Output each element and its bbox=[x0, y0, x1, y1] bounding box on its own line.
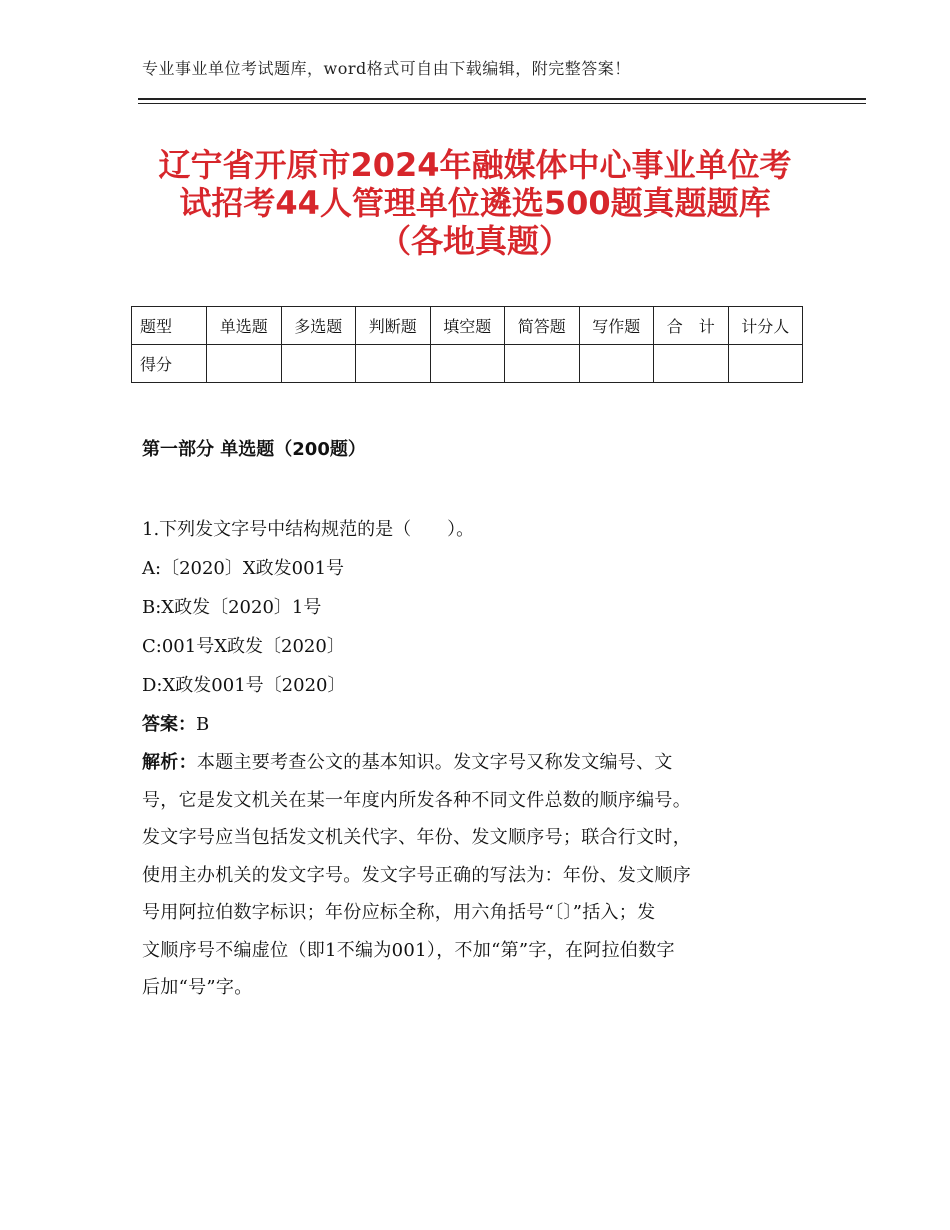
explanation-line: 解析：本题主要考查公文的基本知识。发文字号又称发文编号、文 bbox=[142, 752, 673, 773]
score-header-cell: 单选题 bbox=[207, 307, 282, 345]
score-header-cell: 简答题 bbox=[505, 307, 580, 345]
score-header-cell: 多选题 bbox=[281, 307, 356, 345]
option-b: B:X政发〔2020〕1号 bbox=[142, 597, 322, 618]
explanation-line: 发文字号应当包括发文机关代字、年份、发文顺序号；联合行文时， bbox=[142, 827, 691, 848]
score-header-cell: 填空题 bbox=[430, 307, 505, 345]
option-c: C:001号X政发〔2020〕 bbox=[142, 636, 345, 657]
option-a: A:〔2020〕X政发001号 bbox=[142, 558, 345, 579]
score-header-cell: 计分人 bbox=[728, 307, 803, 345]
explanation bbox=[142, 744, 810, 1007]
score-cell bbox=[579, 345, 654, 383]
score-cell bbox=[356, 345, 431, 383]
question-block bbox=[142, 510, 810, 1007]
score-row-label: 得分 bbox=[132, 345, 207, 383]
explanation-line: 使用主办机关的发文字号。发文字号正确的写法为：年份、发文顺序 bbox=[142, 864, 691, 886]
question-stem: 1.下列发文字号中结构规范的是（ ）。 bbox=[142, 519, 475, 540]
score-cell bbox=[207, 345, 282, 383]
score-cell bbox=[505, 345, 580, 383]
option-d: D:X政发001号〔2020〕 bbox=[142, 675, 346, 696]
header-note: 专业事业单位考试题库，word格式可自由下载编辑，附完整答案！ bbox=[142, 59, 631, 78]
explanation-line: 后加“号”字。 bbox=[142, 977, 253, 998]
answer-label: 答案： bbox=[142, 714, 196, 735]
document-title bbox=[80, 146, 870, 260]
score-cell bbox=[430, 345, 505, 383]
explanation-line: 号，它是发文机关在某一年度内所发各种不同文件总数的顺序编号。 bbox=[142, 789, 691, 811]
score-cell bbox=[728, 345, 803, 383]
title-line-1: 辽宁省开原市2024年融媒体中心事业单位考 bbox=[158, 146, 792, 184]
score-table bbox=[131, 306, 803, 383]
title-line-3: （各地真题） bbox=[378, 222, 571, 260]
score-cell bbox=[281, 345, 356, 383]
score-table-header-row bbox=[132, 307, 803, 345]
explanation-line: 号用阿拉伯数字标识；年份应标全称，用六角括号“〔〕”括入；发 bbox=[142, 902, 656, 923]
title-line-2: 试招考44人管理单位遴选500题真题题库 bbox=[179, 184, 771, 222]
score-header-cell: 判断题 bbox=[356, 307, 431, 345]
score-header-cell: 合 计 bbox=[654, 307, 729, 345]
answer-line bbox=[142, 705, 810, 744]
score-cell bbox=[654, 345, 729, 383]
header-rule-thin bbox=[138, 103, 866, 104]
explanation-line: 文顺序号不编虚位（即1不编为001），不加“第”字，在阿拉伯数字 bbox=[142, 939, 675, 961]
explanation-label: 解析： bbox=[142, 752, 197, 773]
score-header-cell: 写作题 bbox=[579, 307, 654, 345]
answer-value: B bbox=[196, 714, 210, 735]
section-title: 第一部分 单选题（200题） bbox=[142, 439, 366, 460]
score-header-cell: 题型 bbox=[132, 307, 207, 345]
score-table-score-row bbox=[132, 345, 803, 383]
header-rule-thick bbox=[138, 98, 866, 100]
